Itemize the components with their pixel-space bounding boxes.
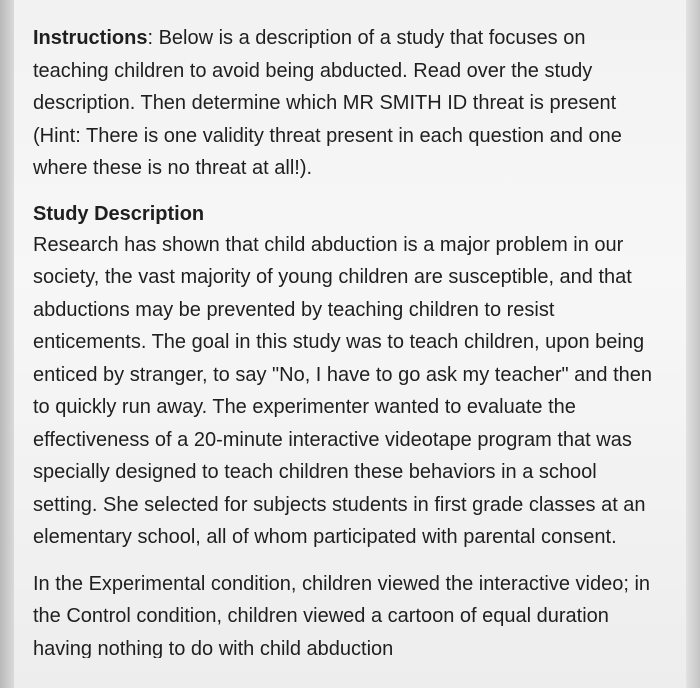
conditions-paragraph: In the Experimental condition, children viewed the interactive video; in the Control condition, children viewed a cartoon of equal duration having nothing to do with child abduction bbox=[33, 572, 651, 658]
document-page bbox=[14, 0, 686, 688]
study-description-paragraph: Research has shown that child abduction is a major problem in our society, the vast majority of young children are susceptible, and that abductions may be prevented by teaching children to resist enticements. The goal in this study was to teach children, upon being enticed by stranger, to say "No, I have to go ask my teacher" and then to quickly run away. The experimenter wanted to evaluate the effectiveness of a 20-minute interactive videotape program that was specially designed to teach children these behaviors in a school setting. She selected for subjects students in first grade classes at an elementary school, all of whom participated with parental consent. bbox=[33, 233, 652, 548]
cutoff-container bbox=[33, 568, 660, 658]
study-description-heading: Study Description bbox=[33, 202, 205, 225]
instructions-label: Instructions bbox=[33, 27, 148, 49]
screen-edge-right bbox=[686, 0, 700, 688]
instructions-paragraph bbox=[33, 22, 660, 185]
screen-edge-left bbox=[0, 0, 14, 688]
instructions-text: : Below is a description of a study that focuses on teaching children to avoid being abducted. Read over the study description. Then determine which MR SMITH ID threat is present (Hint: There is one validity threat present in each question and one where these is no threat at all!). bbox=[33, 27, 622, 179]
